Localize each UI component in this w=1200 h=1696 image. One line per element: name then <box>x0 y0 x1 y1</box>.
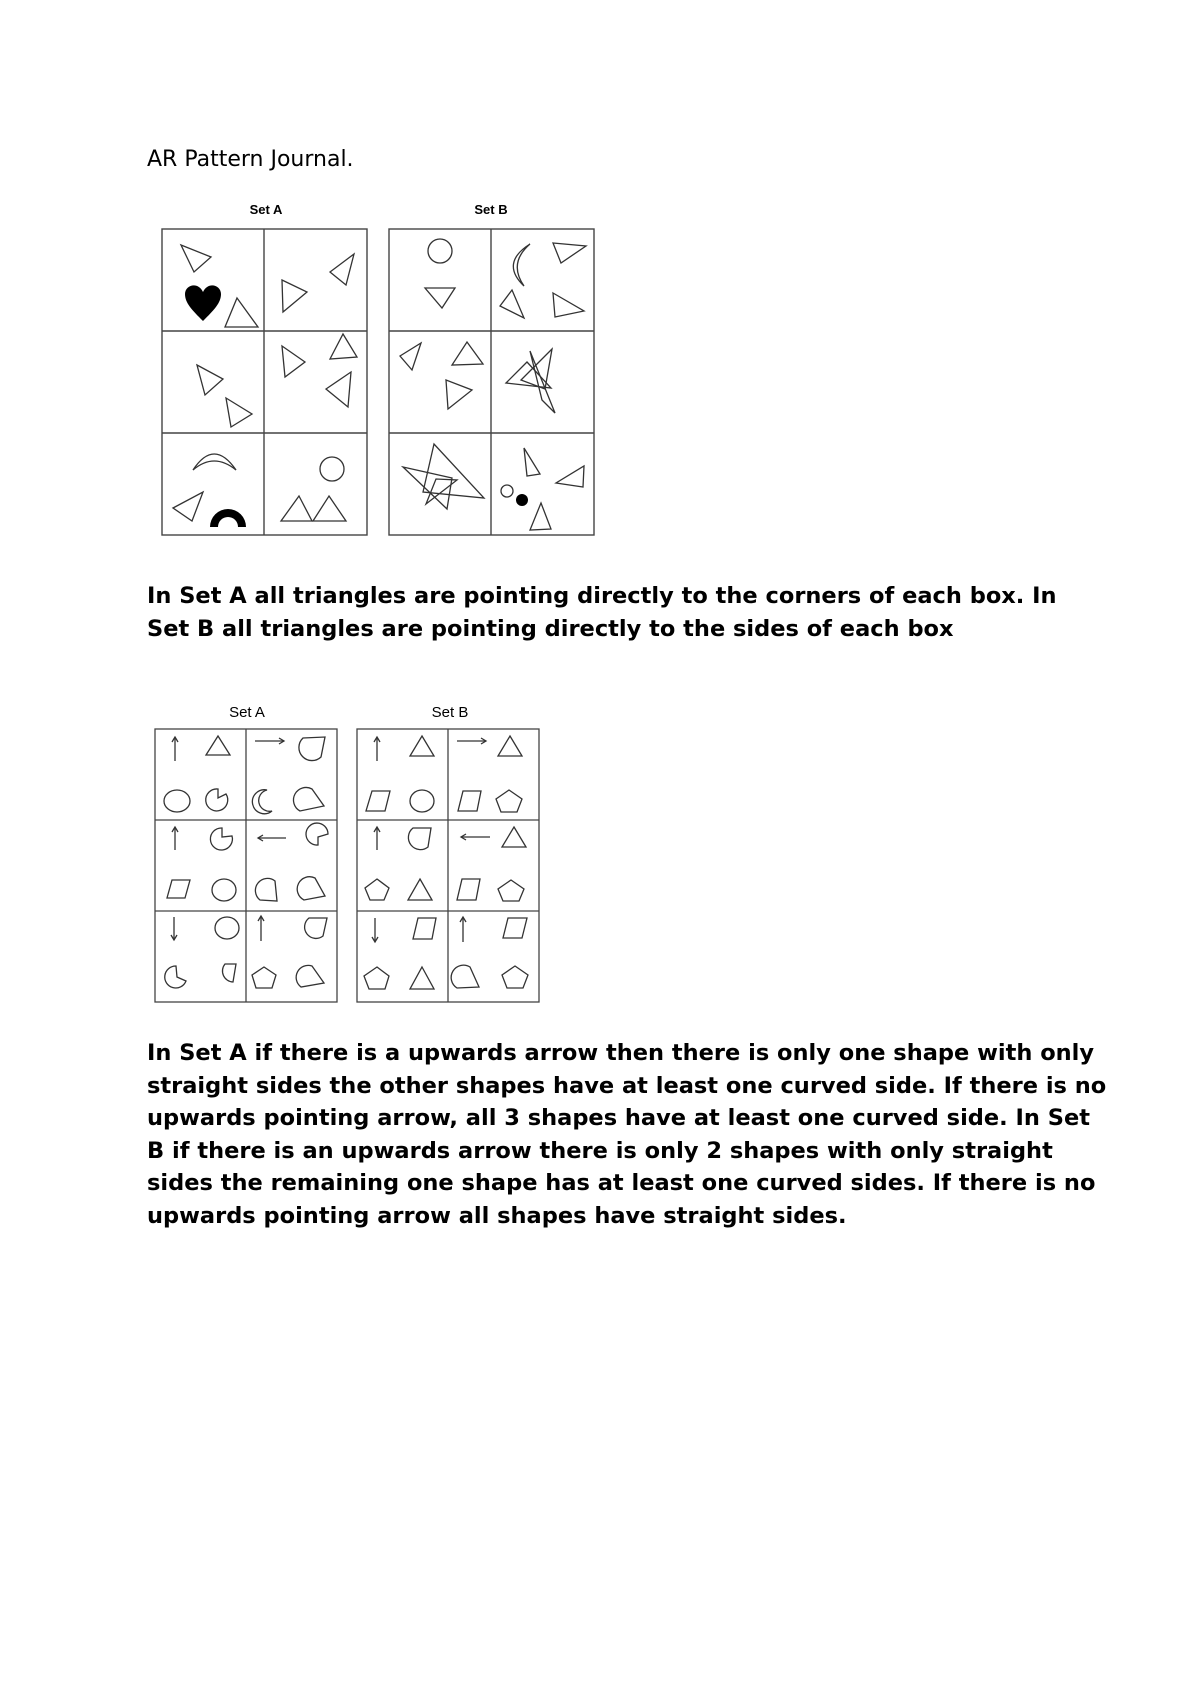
triangle-shape <box>206 736 230 755</box>
triangle-shape <box>173 492 203 521</box>
triangle-shape <box>410 736 434 756</box>
triangle-shape <box>500 290 524 318</box>
pentagon-shape <box>498 880 524 901</box>
left-arrow <box>258 835 286 841</box>
circle-shape <box>320 457 344 481</box>
page-title: AR Pattern Journal. <box>147 147 354 172</box>
left-arrow <box>461 834 490 840</box>
triangle-shape <box>530 503 551 530</box>
triangle-shape <box>553 293 584 317</box>
triangle-shape <box>524 448 540 476</box>
figure-2-set-a-label: Set A <box>229 704 265 721</box>
pentagon-shape <box>252 967 276 988</box>
parallelogram-shape <box>458 791 481 811</box>
triangle-shape <box>326 372 351 407</box>
triangle-shape <box>426 479 457 504</box>
rounded-shape <box>305 918 327 938</box>
triangle-shape <box>282 280 307 312</box>
rounded-shape <box>222 964 236 982</box>
crescent-shape <box>513 244 530 286</box>
circle-shape <box>215 917 239 939</box>
parallelogram-shape <box>167 880 190 898</box>
pentagon-shape <box>502 966 528 988</box>
circle-shape <box>501 485 513 497</box>
triangle-shape <box>502 827 526 847</box>
right-arrow <box>255 738 284 744</box>
pie-shape <box>165 966 186 988</box>
pentagon-shape <box>364 967 389 989</box>
rounded-shape <box>299 737 325 761</box>
up-arrow <box>460 917 466 942</box>
triangle-shape <box>281 496 312 521</box>
down-arrow <box>372 918 378 942</box>
pentagon-shape <box>365 879 389 900</box>
triangle-shape <box>282 346 305 377</box>
figure-2-set-b-grid <box>357 729 539 1002</box>
figure-1-triangles <box>0 0 1200 560</box>
circle-shape <box>212 879 236 901</box>
pie-shape <box>306 823 328 845</box>
pie-shape <box>206 789 228 811</box>
figure-1-set-b-label: Set B <box>474 202 508 217</box>
up-arrow <box>172 827 178 850</box>
up-arrow <box>374 737 380 761</box>
parallelogram-shape <box>366 791 390 811</box>
crescent-shape <box>193 454 236 470</box>
crescent-shape <box>252 790 272 814</box>
figure-1-set-a-label: Set A <box>249 202 283 217</box>
circle-shape <box>428 239 452 263</box>
paragraph-arrow-rule: In Set A if there is a upwards arrow then there is only one shape with only straight sides the other shapes have at least one curved side. If there is no upwards pointing arrow, all 3 shapes have at least one curved side. In Set B if there is an upwards arrow there is only 2 shapes with only straight sides the remaining one shape has at least one curved sides. If there is no upwards pointing arrow all shapes have straight sides. <box>147 1040 1107 1229</box>
triangle-shape <box>446 380 472 409</box>
dot-shape <box>516 494 528 506</box>
parallelogram-shape <box>413 918 436 939</box>
rounded-shape <box>297 877 325 900</box>
triangle-shape <box>452 342 483 365</box>
rounded-shape <box>296 965 324 987</box>
down-arrow <box>171 917 177 940</box>
triangle-shape <box>408 879 432 900</box>
rounded-shape <box>408 828 431 850</box>
triangle-shape <box>330 254 354 285</box>
rounded-shape <box>255 878 277 901</box>
parallelogram-shape <box>503 918 527 938</box>
pie-shape <box>210 828 232 850</box>
figure-2-set-a-grid <box>155 729 337 1002</box>
triangle-shape <box>330 334 357 359</box>
triangle-shape <box>556 466 584 487</box>
triangle-shape <box>313 496 346 521</box>
figure-2-set-b-label: Set B <box>431 704 469 721</box>
parallelogram-shape <box>457 879 480 900</box>
triangle-shape <box>410 967 434 989</box>
triangle-shape <box>197 365 223 395</box>
triangle-shape <box>226 398 252 427</box>
circle-shape <box>410 790 434 812</box>
up-arrow <box>374 827 380 850</box>
up-arrow <box>172 737 178 761</box>
rounded-shape <box>293 787 324 811</box>
triangle-shape <box>530 351 555 413</box>
right-arrow <box>457 738 486 744</box>
triangle-shape <box>181 245 211 272</box>
triangle-shape <box>400 343 421 370</box>
triangle-shape <box>425 288 455 308</box>
rounded-shape <box>451 965 479 988</box>
paragraph-triangle-rule: In Set A all triangles are pointing directly to the corners of each box. In Set B all triangles are pointing directly to the sides of each box <box>147 583 1057 642</box>
triangle-shape <box>498 736 522 756</box>
triangle-shape <box>225 298 258 327</box>
figure-1-set-b-grid <box>389 229 594 535</box>
arch-shape <box>210 509 246 527</box>
figure-2-arrows-shapes <box>0 700 1200 1000</box>
up-arrow <box>258 916 264 941</box>
triangle-shape <box>521 349 552 389</box>
triangle-shape <box>553 243 586 263</box>
pentagon-shape <box>496 790 522 812</box>
circle-shape <box>164 790 190 812</box>
triangle-shape <box>506 362 551 388</box>
heart-shape <box>185 285 221 321</box>
